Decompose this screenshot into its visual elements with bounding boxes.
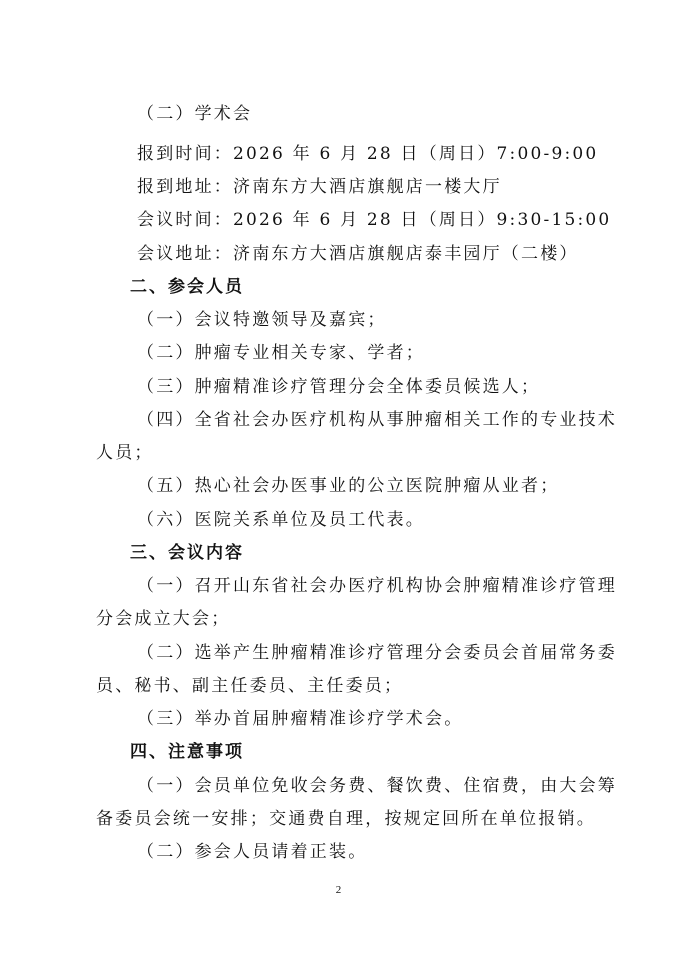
attendee-item: （四）全省社会办医疗机构从事肿瘤相关工作的专业技术 <box>137 410 617 430</box>
content-item-continuation: 分会成立大会； <box>96 609 231 629</box>
notes-item: （一）会员单位免收会务费、餐饮费、住宿费，由大会筹 <box>137 776 617 796</box>
attendee-item: （二）肿瘤专业相关专家、学者； <box>137 343 425 363</box>
content-item: （三）举办首届肿瘤精准诊疗学术会。 <box>137 709 464 729</box>
attendee-item: （六）医院关系单位及员工代表。 <box>137 510 425 530</box>
notes-item-continuation: 备委员会统一安排；交通费自理，按规定回所在单位报销。 <box>96 809 596 829</box>
content-heading: 三、会议内容 <box>130 543 244 563</box>
page-number: 2 <box>335 884 342 896</box>
report-time: 报到时间：2026 年 6 月 28 日（周日）7:00-9:00 <box>137 144 599 164</box>
content-item: （二）选举产生肿瘤精准诊疗管理分会委员会首届常务委 <box>137 643 617 663</box>
content-item-continuation: 员、秘书、副主任委员、主任委员； <box>96 676 404 696</box>
notes-item: （二）参会人员请着正装。 <box>137 842 368 862</box>
attendee-item: （一）会议特邀领导及嘉宾； <box>137 310 387 330</box>
attendee-item: （五）热心社会办医事业的公立医院肿瘤从业者； <box>137 476 560 496</box>
academic-meeting-title: （二）学术会 <box>137 104 253 124</box>
report-place: 报到地址：济南东方大酒店旗舰店一楼大厅 <box>137 177 502 197</box>
attendee-item: （三）肿瘤精准诊疗管理分会全体委员候选人； <box>137 377 541 397</box>
attendees-heading: 二、参会人员 <box>130 277 244 297</box>
meeting-place: 会议地址：济南东方大酒店旗舰店泰丰园厅（二楼） <box>137 244 579 264</box>
notes-heading: 四、注意事项 <box>130 742 244 762</box>
content-item: （一）召开山东省社会办医疗机构协会肿瘤精准诊疗管理 <box>137 576 617 596</box>
meeting-time: 会议时间：2026 年 6 月 28 日（周日）9:30-15:00 <box>137 210 612 230</box>
attendee-item-continuation: 人员； <box>96 443 154 463</box>
